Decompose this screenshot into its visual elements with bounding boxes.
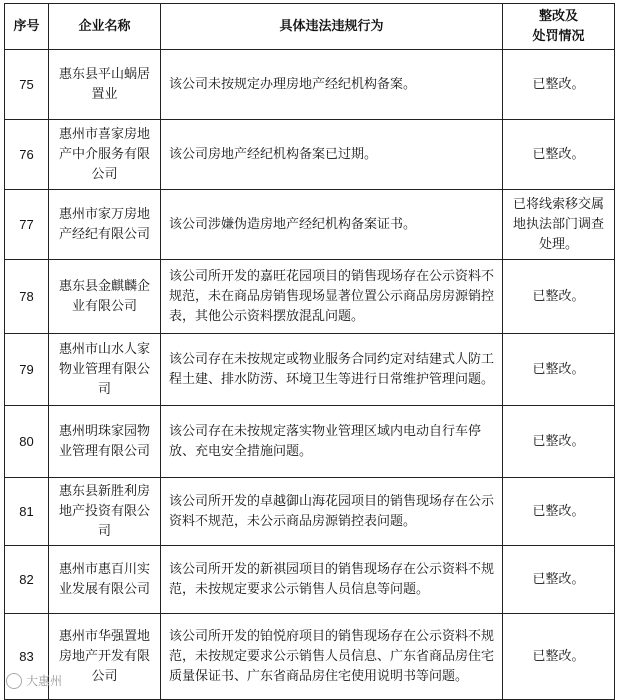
weibo-icon [6, 673, 22, 689]
violation-text: 该公司存在未按规定落实物业管理区域内电动自行车停放、充电安全措施问题。 [161, 406, 503, 478]
table-header-row [5, 4, 615, 50]
violation-text: 该公司房地产经纪机构备案已过期。 [161, 120, 503, 190]
violation-text: 该公司所开发的新祺园项目的销售现场存在公示资料不规范，未按规定要求公示销售人员信息等问题。 [161, 546, 503, 614]
table-row [5, 190, 615, 260]
row-number: 80 [5, 406, 49, 478]
company-name: 惠东县新胜利房地产投资有限公司 [49, 478, 161, 546]
row-number: 75 [5, 50, 49, 120]
violation-text: 该公司未按规定办理房地产经纪机构备案。 [161, 50, 503, 120]
company-name: 惠州市喜家房地产中介服务有限公司 [49, 120, 161, 190]
violation-text: 该公司所开发的卓越御山海花园项目的销售现场存在公示资料不规范，未公示商品房源销控表问题。 [161, 478, 503, 546]
row-number: 78 [5, 260, 49, 334]
status-text: 已整改。 [503, 260, 615, 334]
row-number: 77 [5, 190, 49, 260]
violations-table [4, 3, 615, 700]
table-row [5, 478, 615, 546]
row-number: 83 [5, 614, 49, 700]
table-row [5, 406, 615, 478]
status-text: 已整改。 [503, 478, 615, 546]
table-row [5, 50, 615, 120]
company-name: 惠州市惠百川实业发展有限公司 [49, 546, 161, 614]
violation-text: 该公司所开发的铂悦府项目的销售现场存在公示资料不规范，未按规定要求公示销售人员信息、广东省商品房住宅质量保证书、广东省商品房住宅使用说明书等问题。 [161, 614, 503, 700]
row-number: 82 [5, 546, 49, 614]
violation-text: 该公司所开发的嘉旺花园项目的销售现场存在公示资料不规范，未在商品房销售现场显著位置公示商品房房源销控表，其他公示资料摆放混乱问题。 [161, 260, 503, 334]
company-name: 惠州市山水人家物业管理有限公司 [49, 334, 161, 406]
company-name: 惠州市家万房地产经纪有限公司 [49, 190, 161, 260]
table-row [5, 546, 615, 614]
company-name: 惠东县金麒麟企业有限公司 [49, 260, 161, 334]
status-text: 已整改。 [503, 406, 615, 478]
status-text: 已整改。 [503, 120, 615, 190]
company-name: 惠州市华强置地房地产开发有限公司 [49, 614, 161, 700]
header-company: 企业名称 [49, 4, 161, 50]
header-violation: 具体违法违规行为 [161, 4, 503, 50]
violation-text: 该公司存在未按规定或物业服务合同约定对结建式人防工程土建、排水防涝、环境卫生等进行日常维护管理问题。 [161, 334, 503, 406]
header-status: 整改及 处罚情况 [503, 4, 615, 50]
watermark-text: 大惠州 [26, 674, 63, 688]
table-row [5, 614, 615, 700]
status-text: 已将线索移交属地执法部门调查处理。 [503, 190, 615, 260]
status-text: 已整改。 [503, 50, 615, 120]
row-number: 76 [5, 120, 49, 190]
watermark [6, 672, 62, 689]
violation-text: 该公司涉嫌伪造房地产经纪机构备案证书。 [161, 190, 503, 260]
company-name: 惠州明珠家园物业管理有限公司 [49, 406, 161, 478]
company-name: 惠东县平山蜗居置业 [49, 50, 161, 120]
table-row [5, 334, 615, 406]
status-text: 已整改。 [503, 614, 615, 700]
status-text: 已整改。 [503, 546, 615, 614]
row-number: 81 [5, 478, 49, 546]
table-row [5, 260, 615, 334]
status-text: 已整改。 [503, 334, 615, 406]
row-number: 79 [5, 334, 49, 406]
table-row [5, 120, 615, 190]
header-no: 序号 [5, 4, 49, 50]
